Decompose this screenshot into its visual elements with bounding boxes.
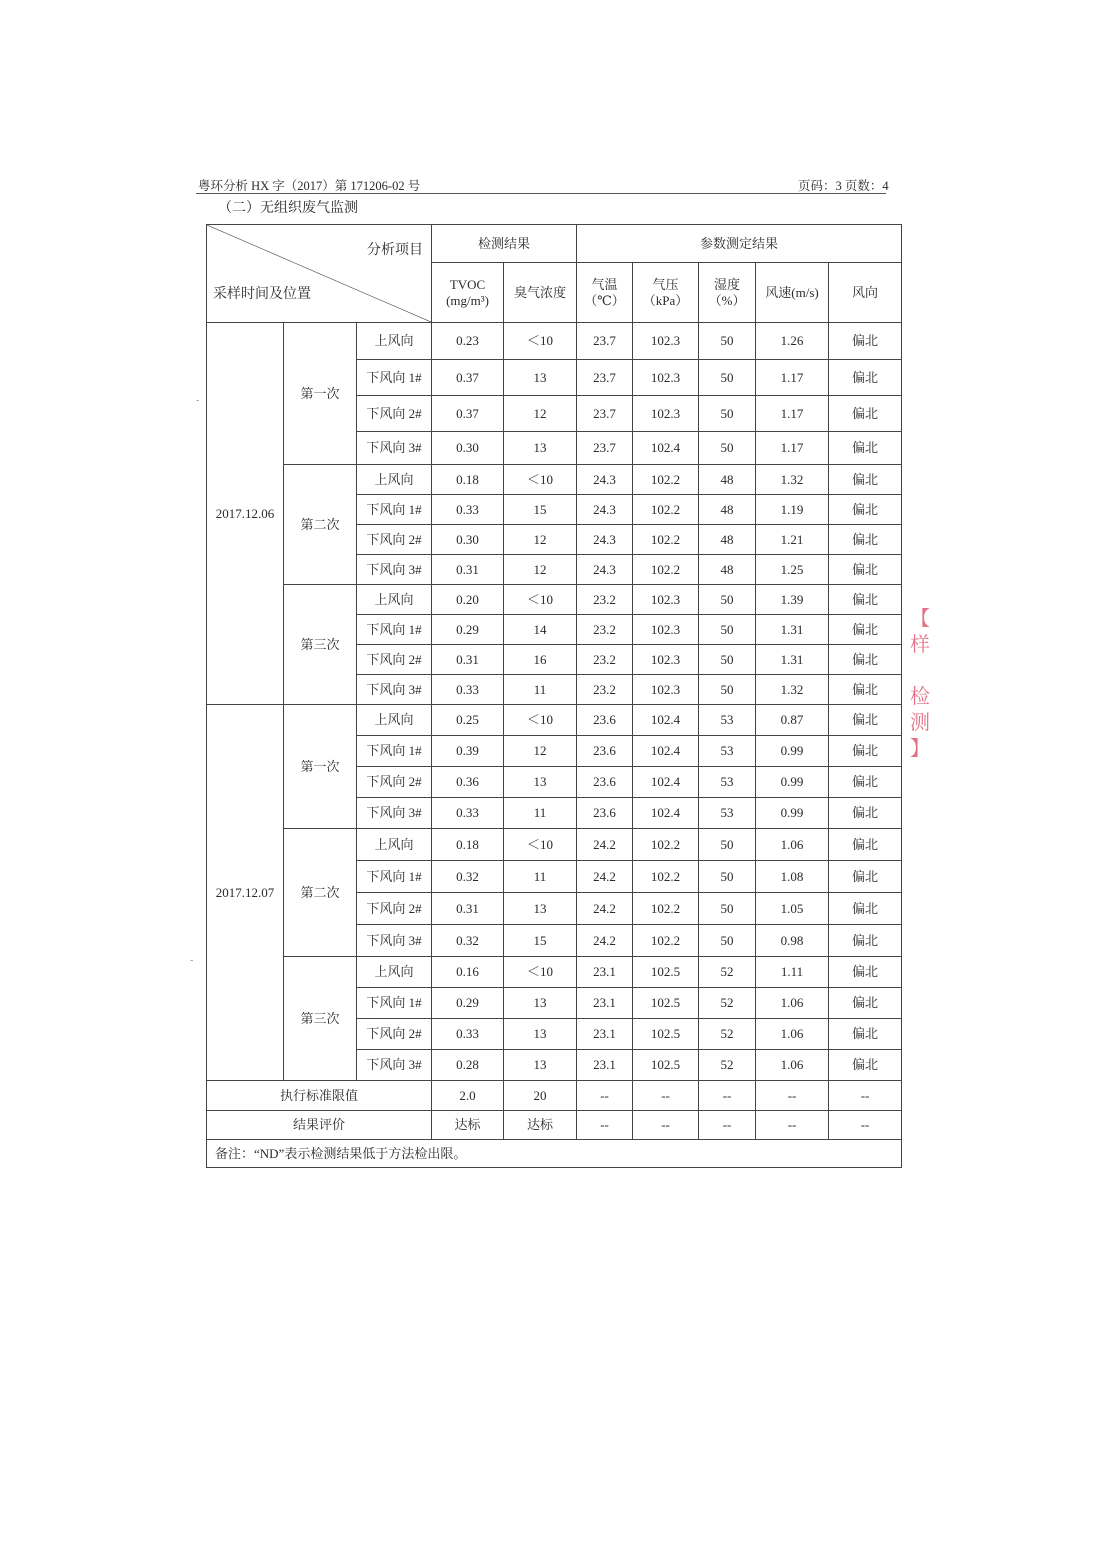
wind-direction-cell: 偏北 (829, 585, 902, 615)
wind-direction-cell: 偏北 (829, 925, 902, 957)
position-cell: 上风向 (357, 705, 432, 736)
standard-label: 执行标准限值 (207, 1081, 432, 1111)
tvoc-cell: 0.18 (432, 829, 504, 861)
position-cell: 下风向 2# (357, 525, 432, 555)
position-cell: 下风向 3# (357, 798, 432, 829)
humidity-cell: 53 (699, 705, 756, 736)
wind-speed-cell: 1.11 (756, 957, 829, 988)
humidity-cell: 50 (699, 396, 756, 432)
wind-speed-cell: 1.19 (756, 495, 829, 525)
pressure-cell: 102.2 (633, 555, 699, 585)
standard-pressure: -- (633, 1081, 699, 1111)
table-row (207, 465, 902, 495)
pressure-cell: 102.5 (633, 1050, 699, 1081)
tvoc-cell: 0.31 (432, 645, 504, 675)
pressure-cell: 102.4 (633, 705, 699, 736)
round-cell: 第二次 (284, 465, 357, 585)
humidity-cell: 50 (699, 360, 756, 396)
evaluation-tvoc: 达标 (432, 1111, 504, 1140)
wind-direction-cell: 偏北 (829, 525, 902, 555)
temp-cell: 23.2 (577, 585, 633, 615)
odor-cell: 13 (504, 432, 577, 465)
round-cell: 第三次 (284, 585, 357, 705)
scan-speck: - (190, 955, 194, 966)
wind-speed-cell: 1.39 (756, 585, 829, 615)
odor-cell: 13 (504, 1050, 577, 1081)
evaluation-odor: 达标 (504, 1111, 577, 1140)
tvoc-name: TVOC (449, 276, 486, 292)
temp-cell: 23.6 (577, 705, 633, 736)
tvoc-cell: 0.16 (432, 957, 504, 988)
pressure-cell: 102.2 (633, 861, 699, 893)
page-info: 页码：3 页数：4 (798, 179, 889, 193)
table-body (207, 323, 902, 1168)
pressure-cell: 102.5 (633, 1019, 699, 1050)
wind-direction-cell: 偏北 (829, 1019, 902, 1050)
header-rule (196, 193, 886, 194)
wind-direction-cell: 偏北 (829, 323, 902, 360)
odor-cell: 12 (504, 525, 577, 555)
odor-cell: 11 (504, 675, 577, 705)
odor-cell: ＜10 (504, 465, 577, 495)
temp-cell: 23.2 (577, 675, 633, 705)
wind-speed-cell: 1.17 (756, 432, 829, 465)
wind-speed-cell: 1.31 (756, 615, 829, 645)
humidity-cell: 48 (699, 465, 756, 495)
wind-speed-cell: 1.26 (756, 323, 829, 360)
table-row (207, 585, 902, 615)
tvoc-cell: 0.29 (432, 615, 504, 645)
note-text: 备注：“ND”表示检测结果低于方法检出限。 (207, 1140, 902, 1168)
col-header-temp: 气温 （℃） (577, 263, 633, 323)
pressure-cell: 102.3 (633, 675, 699, 705)
corner-analysis-item: 分析项目 (367, 243, 424, 258)
position-cell: 下风向 1# (357, 861, 432, 893)
tvoc-cell: 0.29 (432, 988, 504, 1019)
pressure-cell: 102.2 (633, 465, 699, 495)
pressure-cell: 102.5 (633, 957, 699, 988)
round-cell: 第一次 (284, 323, 357, 465)
position-cell: 上风向 (357, 957, 432, 988)
col-header-pressure: 气压 （kPa） (633, 263, 699, 323)
humidity-cell: 50 (699, 645, 756, 675)
wind-speed-cell: 1.05 (756, 893, 829, 925)
tvoc-cell: 0.32 (432, 925, 504, 957)
evaluation-humidity: -- (699, 1111, 756, 1140)
humidity-cell: 48 (699, 525, 756, 555)
position-cell: 下风向 1# (357, 360, 432, 396)
wind-speed-cell: 0.87 (756, 705, 829, 736)
odor-cell: 14 (504, 615, 577, 645)
position-cell: 下风向 3# (357, 1050, 432, 1081)
odor-cell: 13 (504, 988, 577, 1019)
temp-cell: 24.2 (577, 829, 633, 861)
position-cell: 下风向 2# (357, 645, 432, 675)
odor-cell: ＜10 (504, 585, 577, 615)
temp-cell: 23.1 (577, 1019, 633, 1050)
tvoc-cell: 0.37 (432, 360, 504, 396)
section-title: （二）无组织废气监测 (218, 201, 358, 216)
temp-cell: 24.2 (577, 925, 633, 957)
temp-cell: 23.1 (577, 957, 633, 988)
diagonal-line (207, 225, 431, 322)
evaluation-wind-speed: -- (756, 1111, 829, 1140)
temp-cell: 23.2 (577, 615, 633, 645)
evaluation-pressure: -- (633, 1111, 699, 1140)
table-row (207, 829, 902, 861)
position-cell: 下风向 3# (357, 432, 432, 465)
position-cell: 下风向 2# (357, 396, 432, 432)
humidity-cell: 50 (699, 432, 756, 465)
tvoc-cell: 0.39 (432, 736, 504, 767)
position-cell: 下风向 2# (357, 767, 432, 798)
pressure-cell: 102.4 (633, 432, 699, 465)
wind-direction-cell: 偏北 (829, 645, 902, 675)
humidity-cell: 52 (699, 1019, 756, 1050)
standard-odor: 20 (504, 1081, 577, 1111)
wind-speed-cell: 0.98 (756, 925, 829, 957)
evaluation-row (207, 1111, 902, 1140)
wind-speed-cell: 1.21 (756, 525, 829, 555)
position-cell: 下风向 1# (357, 495, 432, 525)
odor-cell: 15 (504, 495, 577, 525)
col-header-humidity: 湿度 （%） (699, 263, 756, 323)
wind-speed-cell: 1.08 (756, 861, 829, 893)
humidity-cell: 52 (699, 988, 756, 1019)
odor-cell: 15 (504, 925, 577, 957)
position-cell: 下风向 3# (357, 675, 432, 705)
pressure-cell: 102.3 (633, 360, 699, 396)
odor-cell: 12 (504, 736, 577, 767)
tvoc-cell: 0.33 (432, 1019, 504, 1050)
humidity-cell: 50 (699, 615, 756, 645)
pressure-cell: 102.3 (633, 585, 699, 615)
standard-humidity: -- (699, 1081, 756, 1111)
temp-cell: 23.7 (577, 360, 633, 396)
monitoring-table (206, 224, 902, 1168)
pressure-cell: 102.3 (633, 323, 699, 360)
col-header-wind-direction: 风向 (829, 263, 902, 323)
col-header-tvoc (432, 263, 504, 323)
wind-speed-cell: 1.17 (756, 396, 829, 432)
odor-cell: 16 (504, 645, 577, 675)
tvoc-cell: 0.33 (432, 675, 504, 705)
wind-speed-cell: 1.06 (756, 829, 829, 861)
wind-speed-cell: 1.32 (756, 465, 829, 495)
odor-cell: ＜10 (504, 829, 577, 861)
pressure-cell: 102.2 (633, 525, 699, 555)
pressure-cell: 102.2 (633, 495, 699, 525)
temp-cell: 23.7 (577, 323, 633, 360)
temp-cell: 24.3 (577, 465, 633, 495)
wind-speed-cell: 1.32 (756, 675, 829, 705)
tvoc-cell: 0.18 (432, 465, 504, 495)
temp-cell: 23.7 (577, 432, 633, 465)
humidity-cell: 48 (699, 555, 756, 585)
odor-cell: 13 (504, 767, 577, 798)
humidity-cell: 53 (699, 736, 756, 767)
temp-cell: 23.2 (577, 645, 633, 675)
wind-direction-cell: 偏北 (829, 767, 902, 798)
temp-cell: 24.3 (577, 495, 633, 525)
wind-speed-cell: 0.99 (756, 798, 829, 829)
tvoc-unit: (mg/m³) (446, 292, 489, 308)
position-cell: 下风向 3# (357, 925, 432, 957)
wind-speed-cell: 1.06 (756, 1050, 829, 1081)
humidity-cell: 50 (699, 675, 756, 705)
tvoc-cell: 0.31 (432, 893, 504, 925)
red-seal-stamp: 【 样 检 测 】 (910, 606, 930, 760)
odor-cell: 12 (504, 396, 577, 432)
tvoc-cell: 0.37 (432, 396, 504, 432)
pressure-cell: 102.5 (633, 988, 699, 1019)
tvoc-cell: 0.33 (432, 798, 504, 829)
position-cell: 下风向 2# (357, 1019, 432, 1050)
tvoc-cell: 0.36 (432, 767, 504, 798)
humidity-cell: 50 (699, 893, 756, 925)
wind-direction-cell: 偏北 (829, 705, 902, 736)
tvoc-cell: 0.20 (432, 585, 504, 615)
temp-cell: 23.6 (577, 736, 633, 767)
humidity-cell: 50 (699, 861, 756, 893)
humidity-cell: 50 (699, 829, 756, 861)
table-row (207, 323, 902, 360)
standard-wind-direction: -- (829, 1081, 902, 1111)
document-number: 粤环分析 HX 字（2017）第 171206-02 号 (198, 179, 421, 193)
wind-direction-cell: 偏北 (829, 396, 902, 432)
wind-direction-cell: 偏北 (829, 675, 902, 705)
pressure-cell: 102.2 (633, 829, 699, 861)
odor-cell: 13 (504, 1019, 577, 1050)
group-header-params: 参数测定结果 (577, 225, 902, 263)
standard-row (207, 1081, 902, 1111)
wind-speed-cell: 1.25 (756, 555, 829, 585)
odor-cell: 11 (504, 861, 577, 893)
wind-direction-cell: 偏北 (829, 861, 902, 893)
humidity-cell: 53 (699, 767, 756, 798)
note-row (207, 1140, 902, 1168)
wind-speed-cell: 1.17 (756, 360, 829, 396)
pressure-cell: 102.3 (633, 615, 699, 645)
wind-direction-cell: 偏北 (829, 829, 902, 861)
evaluation-temp: -- (577, 1111, 633, 1140)
humidity-cell: 50 (699, 585, 756, 615)
position-cell: 上风向 (357, 323, 432, 360)
wind-direction-cell: 偏北 (829, 736, 902, 767)
standard-wind-speed: -- (756, 1081, 829, 1111)
temp-cell: 24.2 (577, 893, 633, 925)
wind-speed-cell: 1.06 (756, 1019, 829, 1050)
temp-cell: 23.6 (577, 798, 633, 829)
odor-cell: ＜10 (504, 705, 577, 736)
wind-speed-cell: 1.06 (756, 988, 829, 1019)
evaluation-label: 结果评价 (207, 1111, 432, 1140)
wind-direction-cell: 偏北 (829, 465, 902, 495)
tvoc-cell: 0.23 (432, 323, 504, 360)
temp-cell: 23.1 (577, 1050, 633, 1081)
pressure-cell: 102.3 (633, 396, 699, 432)
odor-cell: 12 (504, 555, 577, 585)
tvoc-cell: 0.33 (432, 495, 504, 525)
scan-speck: - (196, 395, 200, 406)
wind-speed-cell: 1.31 (756, 645, 829, 675)
wind-direction-cell: 偏北 (829, 988, 902, 1019)
table-row (207, 957, 902, 988)
wind-direction-cell: 偏北 (829, 495, 902, 525)
standard-tvoc: 2.0 (432, 1081, 504, 1111)
round-cell: 第二次 (284, 829, 357, 957)
wind-direction-cell: 偏北 (829, 360, 902, 396)
tvoc-cell: 0.32 (432, 861, 504, 893)
temp-cell: 24.3 (577, 525, 633, 555)
odor-cell: 13 (504, 360, 577, 396)
temp-cell: 23.6 (577, 767, 633, 798)
position-cell: 上风向 (357, 829, 432, 861)
position-cell: 上风向 (357, 465, 432, 495)
pressure-cell: 102.2 (633, 925, 699, 957)
wind-direction-cell: 偏北 (829, 893, 902, 925)
date-cell: 2017.12.07 (207, 705, 284, 1081)
col-header-wind-speed: 风速(m/s) (756, 263, 829, 323)
col-header-odor: 臭气浓度 (504, 263, 577, 323)
table-row (207, 705, 902, 736)
temp-cell: 23.1 (577, 988, 633, 1019)
pressure-cell: 102.4 (633, 736, 699, 767)
humidity-cell: 50 (699, 323, 756, 360)
wind-speed-cell: 0.99 (756, 736, 829, 767)
evaluation-wind-direction: -- (829, 1111, 902, 1140)
group-header-detect: 检测结果 (432, 225, 577, 263)
tvoc-cell: 0.30 (432, 432, 504, 465)
wind-direction-cell: 偏北 (829, 957, 902, 988)
odor-cell: ＜10 (504, 323, 577, 360)
humidity-cell: 48 (699, 495, 756, 525)
tvoc-cell: 0.30 (432, 525, 504, 555)
position-cell: 上风向 (357, 585, 432, 615)
standard-temp: -- (577, 1081, 633, 1111)
odor-cell: ＜10 (504, 957, 577, 988)
pressure-cell: 102.2 (633, 893, 699, 925)
humidity-cell: 50 (699, 925, 756, 957)
wind-speed-cell: 0.99 (756, 767, 829, 798)
pressure-cell: 102.4 (633, 798, 699, 829)
corner-header-cell (207, 225, 432, 323)
position-cell: 下风向 1# (357, 615, 432, 645)
humidity-cell: 53 (699, 798, 756, 829)
wind-direction-cell: 偏北 (829, 555, 902, 585)
tvoc-cell: 0.31 (432, 555, 504, 585)
humidity-cell: 52 (699, 1050, 756, 1081)
wind-direction-cell: 偏北 (829, 1050, 902, 1081)
date-cell: 2017.12.06 (207, 323, 284, 705)
position-cell: 下风向 3# (357, 555, 432, 585)
odor-cell: 13 (504, 893, 577, 925)
wind-direction-cell: 偏北 (829, 615, 902, 645)
odor-cell: 11 (504, 798, 577, 829)
corner-sampling-time: 采样时间及位置 (213, 287, 311, 303)
pressure-cell: 102.4 (633, 767, 699, 798)
round-cell: 第三次 (284, 957, 357, 1081)
position-cell: 下风向 2# (357, 893, 432, 925)
temp-cell: 24.2 (577, 861, 633, 893)
wind-direction-cell: 偏北 (829, 798, 902, 829)
pressure-cell: 102.3 (633, 645, 699, 675)
temp-cell: 23.7 (577, 396, 633, 432)
temp-cell: 24.3 (577, 555, 633, 585)
tvoc-cell: 0.25 (432, 705, 504, 736)
round-cell: 第一次 (284, 705, 357, 829)
wind-direction-cell: 偏北 (829, 432, 902, 465)
humidity-cell: 52 (699, 957, 756, 988)
position-cell: 下风向 1# (357, 988, 432, 1019)
position-cell: 下风向 1# (357, 736, 432, 767)
tvoc-cell: 0.28 (432, 1050, 504, 1081)
